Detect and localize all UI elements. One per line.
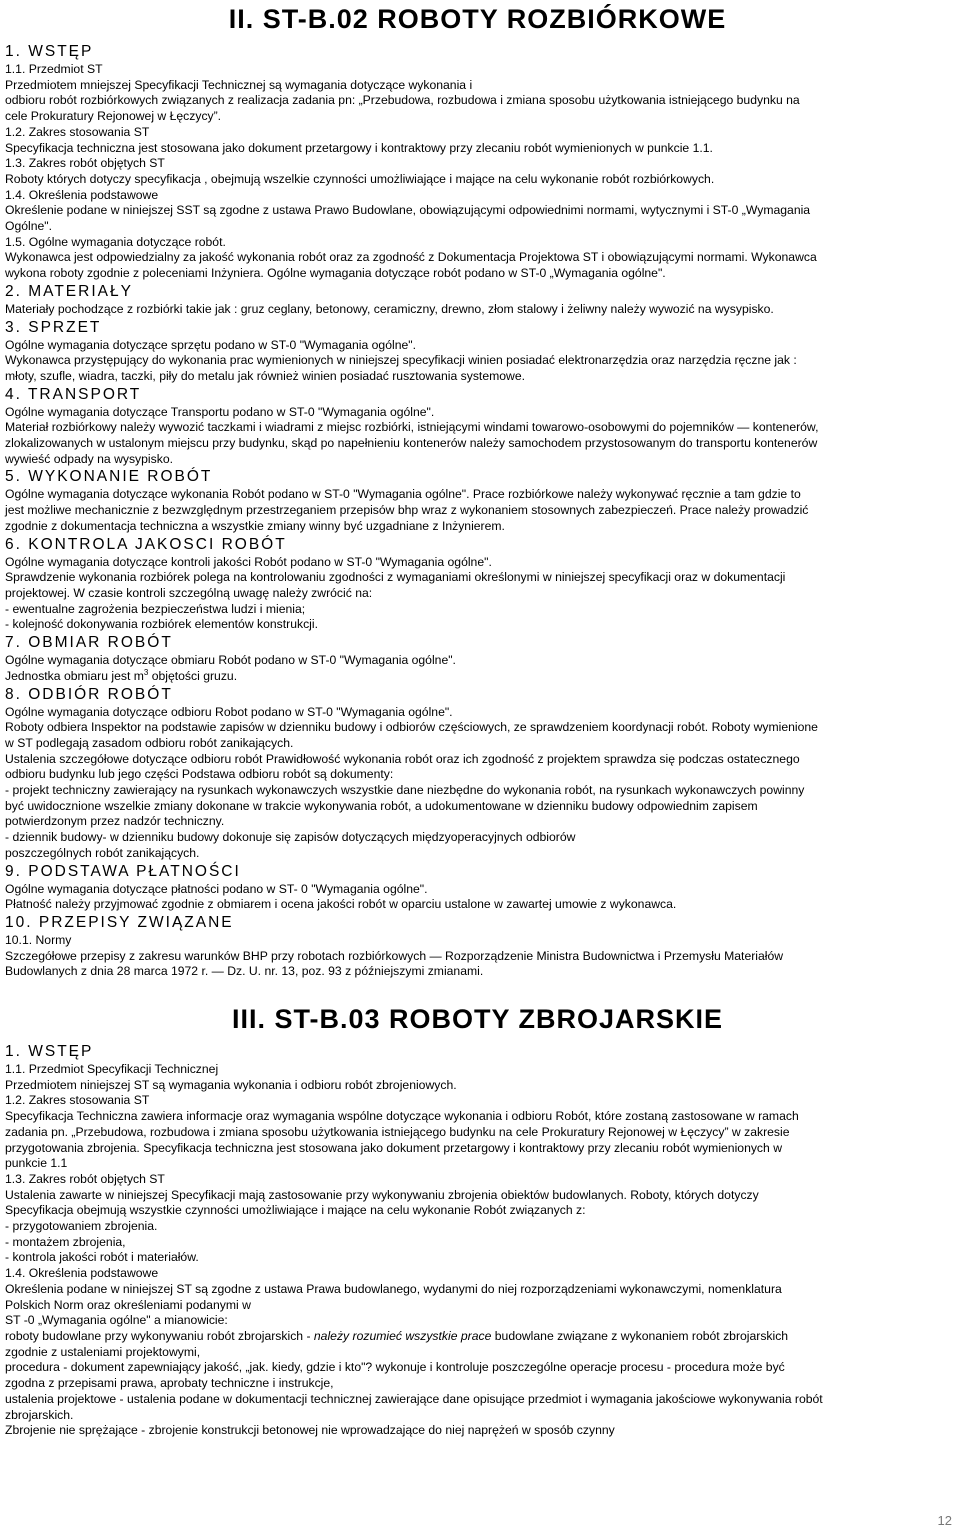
paragraph: Ogólne wymagania dotyczące Transportu podano w ST-0 "Wymagania ogólne".: [5, 404, 435, 419]
section-1-paragraphs: [5, 62, 950, 282]
heading-przepisy: 10. PRZEPISY ZWIĄZANE: [5, 913, 234, 931]
paragraph: 1.5. Ogólne wymagania dotyczące robót.: [5, 234, 226, 249]
paragraph: Zbrojenie nie sprężające - zbrojenie konstrukcji betonowej nie wprowadzające do niej naprężeń w sposób czynny: [5, 1423, 615, 1438]
heading-sprzet: 3. SPRZET: [5, 318, 102, 336]
paragraph: zgodnie z ustaleniami projektowymi,: [5, 1344, 201, 1359]
paragraph: 10.1. Normy: [5, 932, 72, 947]
paragraph: ustalenia projektowe - ustalenia podane w dokumentacji technicznej zawierające dane opisujące przedmiot i wymagania jakościowe wykonywania robót: [5, 1391, 823, 1406]
paragraph: Płatność należy przyjmować zgodnie z obmiarem i ocena jakości robót w oparciu ustalone w zawartej umowie z wykonawca.: [5, 897, 677, 912]
paragraph: - kolejność dokonywania rozbiórek elementów konstrukcji.: [5, 617, 318, 632]
section-title-st-b03: III. ST-B.03 ROBOTY ZBROJARSKIE: [231, 1004, 724, 1035]
paragraph: 1.1. Przedmiot Specyfikacji Technicznej: [5, 1062, 219, 1077]
paragraph: jest możliwe mechanicznie z bezwzględnym przestrzeganiem przepisów bhp wraz z wykonaniem stosownych zabezpieczeń. Prace należy prowadzić: [5, 503, 809, 518]
paragraph: Przedmiotem mniejszej Specyfikacji Technicznej są wymagania dotyczące wykonania i: [5, 77, 473, 92]
paragraph: 1.3. Zakres robót objętych ST: [5, 156, 165, 171]
paragraph: Przedmiotem niniejszej ST są wymagania wykonania i odbioru robót zbrojeniowych.: [5, 1077, 457, 1092]
text: budowlane związane z wykonaniem robót zbrojarskich: [491, 1329, 789, 1343]
paragraph: Specyfikacja techniczna jest stosowana jako dokument przetargowy i kontraktowy przy zlecaniu robót wymienionych w punkcie 1.1.: [5, 140, 713, 155]
paragraph: Ogólne".: [5, 219, 53, 234]
superscript: 3: [143, 667, 149, 677]
page-number: 12: [937, 1513, 952, 1528]
section-title-st-b02: II. ST-B.02 ROBOTY ROZBIÓRKOWE: [228, 4, 727, 34]
paragraph: Specyfikacja obejmują wszystkie czynności umożliwiające i mające na celu wykonanie Robót związanych z:: [5, 1203, 586, 1218]
paragraph: Ogólne wymagania dotyczące obmiaru Robót podano w ST-0 "Wymagania ogólne".: [5, 653, 456, 668]
heading-kontrola: 6. KONTROLA JAKOSCI ROBÓT: [5, 535, 287, 553]
paragraph: 1.2. Zakres stosowania ST: [5, 1093, 150, 1108]
paragraph: procedura - dokument zapewniający jakość, „jak. kiedy, gdzie i kto"? wykonuje i kontroluje poszczególne operacje procesu - procedura może być: [5, 1360, 785, 1375]
paragraph: 1.4. Określenia podstawowe: [5, 187, 159, 202]
heading-wykonanie: 5. WYKONANIE ROBÓT: [5, 468, 213, 486]
paragraph: 1.1. Przedmiot ST: [5, 62, 103, 76]
text: Jednostka obmiaru jest m: [5, 668, 144, 683]
paragraph-italic-mix: [5, 1329, 950, 1345]
paragraph: potwierdzonym przez nadzór techniczny.: [5, 814, 225, 829]
paragraph: Ustalenia zawarte w niniejszej Specyfikacji mają zastosowanie przy wykonywaniu zbrojenia obiektów budowlanych. Roboty, których dotyczy: [5, 1187, 759, 1202]
paragraph: - kontrola jakości robót i materiałów.: [5, 1250, 199, 1265]
document-page: [5, 2, 950, 1439]
paragraph: Określenie podane w niniejszej SST są zgodne z ustawa Prawo Budowlane, obowiązującymi odpowiednimi normami, wytycznymi i ST-0 „Wymagania: [5, 203, 811, 218]
paragraph: - projekt techniczny zawierający na rysunkach wykonawczych wszystkie dane niezbędne do wykonania robót, na rysunkach wykonawczych powinny: [5, 783, 805, 798]
paragraph: 1.3. Zakres robót objętych ST: [5, 1171, 165, 1186]
paragraph: zgodnie z dokumentacja techniczna a wszystkie zmiany winny być uzgadniane z Inżynierem.: [5, 518, 505, 533]
paragraph: Ogólne wymagania dotyczące płatności podano w ST- 0 "Wymagania ogólne".: [5, 881, 428, 896]
text: roboty budowlane przy wykonywaniu robót zbrojarskich -: [5, 1329, 314, 1343]
heading-odbior: 8. ODBIÓR ROBÓT: [5, 685, 173, 703]
paragraph: w ST podlegają zasadom odbioru robót zanikających.: [5, 735, 294, 750]
paragraph: cele Prokuratury Rejonowej w Łęczycy”.: [5, 109, 222, 124]
paragraph: Określenia podane w niniejszej ST są zgodne z ustawa Prawa budowlanego, wydanymi do niej rozporządzeniami wykonawczymi, nomenklatura: [5, 1281, 782, 1296]
paragraph: projektowej. W czasie kontroli szczególną uwagę należy zwrócić na:: [5, 585, 373, 600]
paragraph-unit: [5, 669, 950, 685]
paragraph: Polskich Norm oraz określeniami podanymi w: [5, 1297, 251, 1312]
paragraph: zgodna z przepisami prawa, aprobaty techniczne i instrukcje,: [5, 1376, 334, 1391]
heading-wstep: 1. WSTĘP: [5, 43, 94, 60]
paragraph: Specyfikacja Techniczna zawiera informacje oraz wymagania wspólne dotyczące wykonania i odbioru Robót, które zostaną zastosowane w ramach: [5, 1109, 799, 1124]
paragraph: być uwidocznione wszelkie zmiany dokonane w trakcie wykonywania robót, a udokumentowane w dzienniku budowy odpowiednim zapisem: [5, 798, 758, 813]
paragraph: Ogólne wymagania dotyczące sprzętu podano w ST-0 "Wymagania ogólne".: [5, 337, 416, 352]
paragraph: przygotowania zbrojenia. Specyfikacja techniczna jest stosowana jako dokument przetargowy i kontraktowy przy zlecaniu robót wymienionych w: [5, 1140, 782, 1155]
heading-materialy: 2. MATERIAŁY: [5, 282, 133, 300]
paragraph: Sprawdzenie wykonania rozbiórek polega na kontrolowaniu zgodności z wymaganiami określonymi w niniejszej specyfikacji oraz w dokumentacji: [5, 570, 786, 585]
paragraph: zbrojarskich.: [5, 1407, 74, 1422]
paragraph: zlokalizowanych w ustalonym miejscu przy budynku, skąd po napełnieniu kontenerów należy samochodem przystosowanym do transportu kontenerów: [5, 436, 818, 451]
paragraph: Ogólne wymagania dotyczące odbioru Robot podano w ST-0 "Wymagania ogólne".: [5, 704, 453, 719]
paragraph: poszczególnych robót zanikających.: [5, 845, 200, 860]
text: objętości gruzu.: [148, 668, 238, 683]
paragraph: Roboty których dotyczy specyfikacja , obejmują wszelkie czynności umożliwiające i mające na celu wykonanie robót rozbiórkowych.: [5, 171, 715, 186]
paragraph: - przygotowaniem zbrojenia.: [5, 1219, 158, 1234]
paragraph: wykona roboty zgodnie z poleceniami Inżyniera. Ogólne wymagania dotyczące robót podano w ST-0 „Wymagania ogólne".: [5, 266, 666, 281]
paragraph: odbioru budynku lub jego części Podstawa odbioru robót są dokumenty:: [5, 767, 394, 782]
paragraph: Materiał rozbiórkowy należy wywozić taczkami i wiadrami z miejsc rozbiórki, istniejącymi windami towarowo-osobowymi do pojemników — kontenerów,: [5, 420, 819, 435]
paragraph: 1.2. Zakres stosowania ST: [5, 124, 150, 139]
paragraph: Budowlanych z dnia 28 marca 1972 r. — Dz. U. nr. 13, poz. 93 z późniejszymi zmianami.: [5, 964, 484, 979]
italic-text: należy rozumieć wszystkie prace: [313, 1329, 492, 1343]
paragraph: - montażem zbrojenia,: [5, 1234, 126, 1249]
paragraph: Materiały pochodzące z rozbiórki takie jak : gruz ceglany, betonowy, ceramiczny, drewno, złom stalowy i żeliwny należy wywozić na wysypisko.: [5, 301, 774, 316]
paragraph: ST -0 „Wymagania ogólne" a mianowicie:: [5, 1313, 228, 1328]
paragraph: Ogólne wymagania dotyczące kontroli jakości Robót podano w ST-0 "Wymagania ogólne".: [5, 554, 492, 569]
heading-wstep-2: 1. WSTĘP: [5, 1043, 94, 1061]
heading-transport: 4. TRANSPORT: [5, 385, 142, 403]
heading-obmiar: 7. OBMIAR ROBÓT: [5, 634, 173, 652]
paragraph: Ogólne wymagania dotyczące wykonania Robót podano w ST-0 "Wymagania ogólne". Prace rozbiórkowe należy wykonywać ręcznie a tam gdzie to: [5, 487, 801, 502]
paragraph: Ustalenia szczegółowe dotyczące odbioru robót Prawidłowość wykonania robót oraz ich zgodność z projektem sprawdza się podczas ostatecznego: [5, 751, 800, 766]
paragraph: punkcie 1.1: [5, 1156, 68, 1171]
heading-platnosci: 9. PODSTAWA PŁATNOŚCI: [5, 862, 241, 880]
paragraph: młoty, szufle, wiadra, taczki, piły do metalu jak również winien posiadać rusztowania systemowe.: [5, 368, 525, 383]
paragraph: Wykonawca przystępujący do wykonania prac wymienionych w niniejszej specyfikacji winien posiadać elektronarzędzia oraz narzędzia ręczne jak :: [5, 353, 797, 368]
paragraph: Wykonawca jest odpowiedzialny za jakość wykonania robót oraz za zgodność z Dokumentacja Projektowa ST i obowiązującymi normami. Wykonawca: [5, 250, 817, 265]
paragraph: Szczegółowe przepisy z zakresu warunków BHP przy robotach rozbiórkowych — Rozporządzenie Ministra Budownictwa i Przemysłu Materiałów: [5, 948, 784, 963]
paragraph: Roboty odbiera Inspektor na podstawie zapisów w dzienniku budowy i odbiorów częściowych, ze sprawdzeniem koordynacji robót. Roboty wymienione: [5, 720, 818, 735]
paragraph: odbioru robót rozbiórkowych związanych z realizacja zadania pn: „Przebudowa, rozbudowa i zmiana sposobu użytkowania istniejącego budynku na: [5, 93, 800, 108]
paragraph: - ewentualne zagrożenia bezpieczeństwa ludzi i mienia;: [5, 601, 306, 616]
paragraph: zadania pn. „Przebudowa, rozbudowa i zmiana sposobu użytkowania istniejącego budynku na cele Prokuratury Rejonowej w Łęczycy” w zakresie: [5, 1124, 790, 1139]
paragraph: wywieść odpady na wysypisko.: [5, 451, 173, 466]
paragraph: 1.4. Określenia podstawowe: [5, 1266, 159, 1281]
paragraph: - dziennik budowy- w dzienniku budowy dokonuje się zapisów dotyczących międzyoperacyjnych odbiorów: [5, 830, 576, 845]
